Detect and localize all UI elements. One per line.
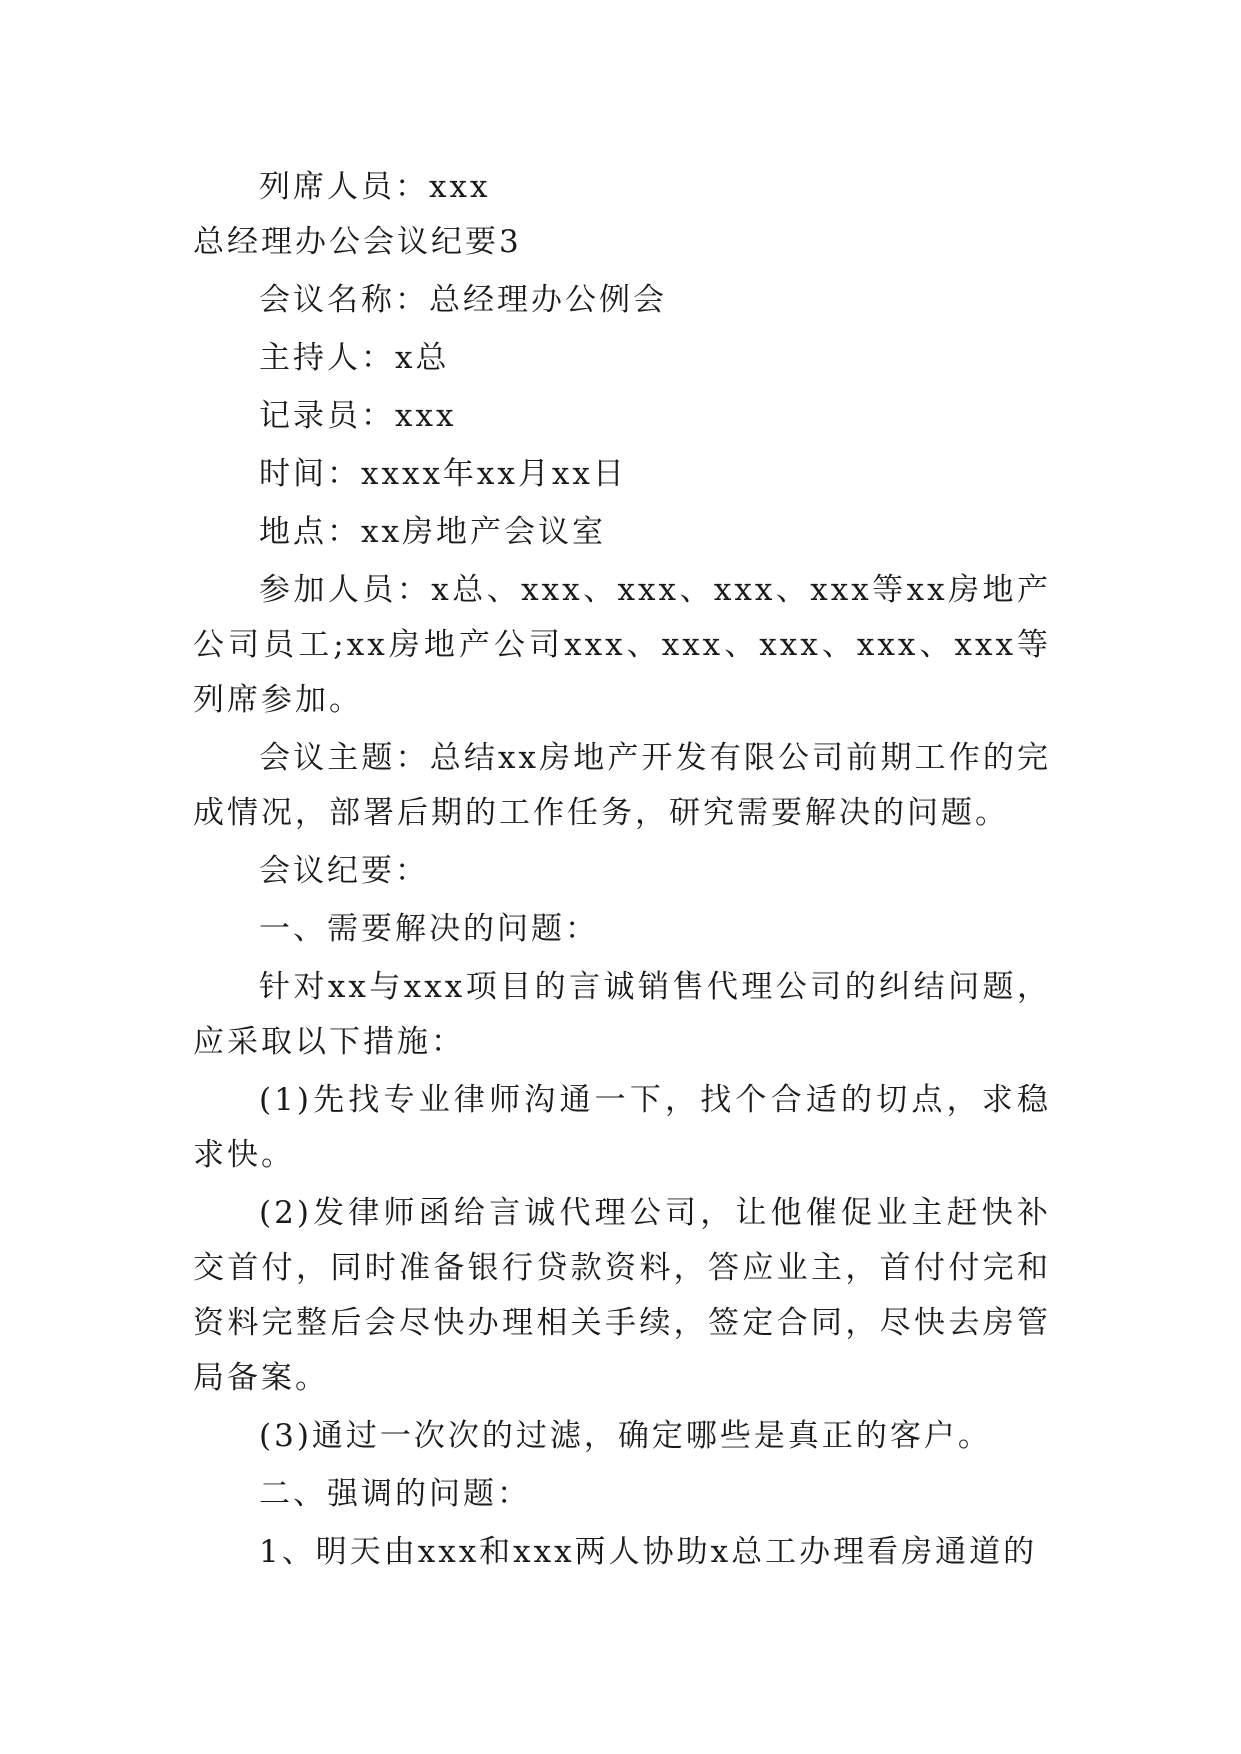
measure-1: (1)先找专业律师沟通一下，找个合适的切点，求稳求快。	[193, 1082, 1051, 1173]
location-line: 地点：xx房地产会议室	[259, 514, 606, 550]
minutes-heading: 会议纪要：	[259, 853, 429, 889]
attendees-line: 列席人员：xxx	[259, 169, 491, 205]
issues-heading: 一、需要解决的问题：	[259, 911, 599, 947]
recorder-line: 记录员：xxx	[259, 398, 457, 434]
section-title: 总经理办公会议纪要3	[193, 224, 522, 260]
issue-paragraph: 针对xx与xxx项目的言诚销售代理公司的纠结问题，应采取以下措施：	[193, 969, 1051, 1060]
document-body	[193, 160, 1051, 1580]
meeting-name-line: 会议名称：总经理办公例会	[259, 282, 667, 318]
emphasis-item-1: 1、明天由xxx和xxx两人协助x总工办理看房通道的	[259, 1534, 1038, 1570]
time-line: 时间：xxxx年xx月xx日	[259, 456, 627, 492]
measure-2: (2)发律师函给言诚代理公司，让他催促业主赶快补交首付，同时准备银行贷款资料，答应业主，首付付完和资料完整后会尽快办理相关手续，签定合同，尽快去房管局备案。	[193, 1195, 1051, 1396]
topic-paragraph: 会议主题：总结xx房地产开发有限公司前期工作的完成情况，部署后期的工作任务，研究需要解决的问题。	[193, 740, 1051, 831]
emphasis-heading: 二、强调的问题：	[259, 1476, 531, 1512]
participants-paragraph: 参加人员：x总、xxx、xxx、xxx、xxx等xx房地产公司员工;xx房地产公司xxx、xxx、xxx、xxx、xxx等列席参加。	[193, 572, 1051, 718]
host-line: 主持人：x总	[259, 340, 450, 376]
measure-3: (3)通过一次次的过滤，确定哪些是真正的客户。	[259, 1418, 992, 1454]
